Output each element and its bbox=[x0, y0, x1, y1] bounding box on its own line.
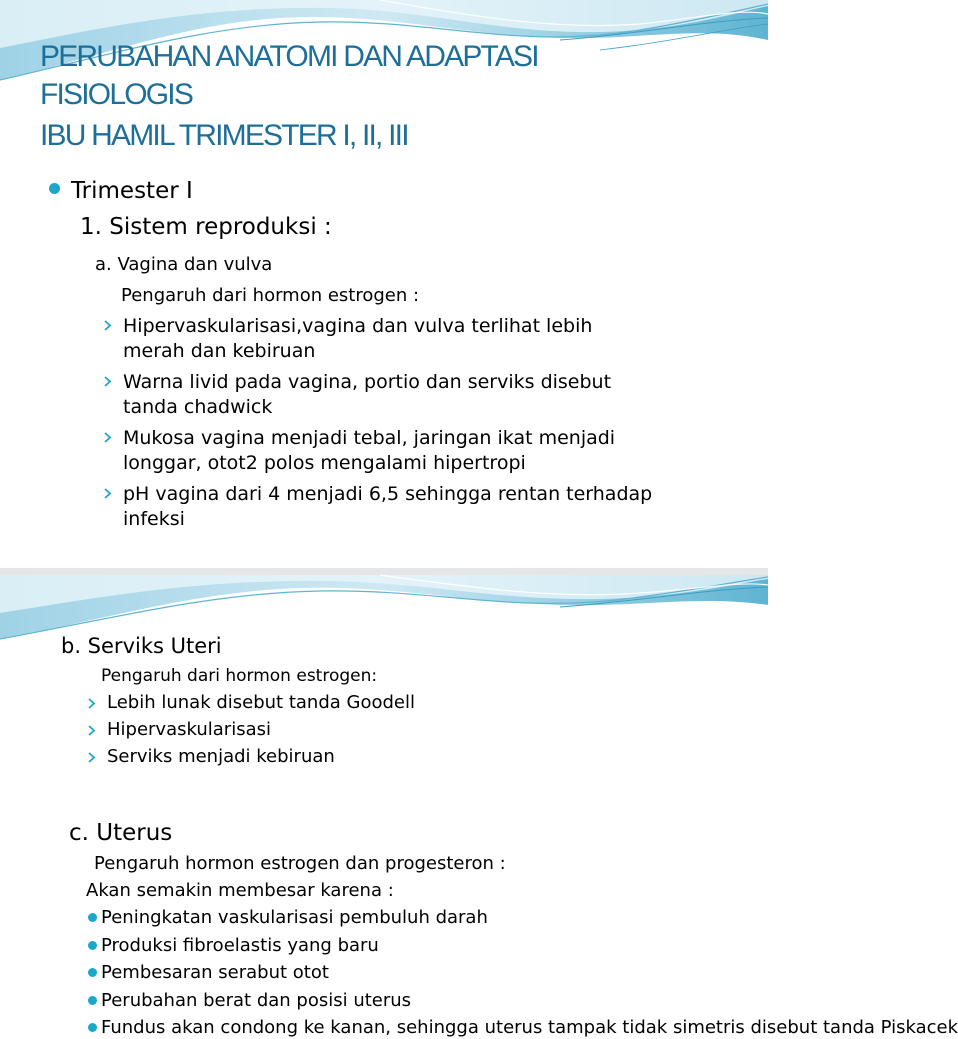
trimester-heading: Trimester I bbox=[71, 178, 193, 204]
list-item-text: Lebih lunak disebut tanda Goodell bbox=[107, 692, 415, 713]
chevron-right-icon bbox=[104, 320, 112, 331]
list-item-text: Hipervaskularisasi bbox=[107, 719, 271, 740]
hormone-influence-text: Pengaruh dari hormon estrogen: bbox=[101, 666, 378, 686]
list-item-text: Fundus akan condong ke kanan, sehingga uterus tampak tidak simetris disebut tanda Piskacek bbox=[101, 1017, 958, 1038]
list-item-text: Pembesaran serabut otot bbox=[101, 962, 329, 983]
subsection-a-heading: a. Vagina dan vulva bbox=[95, 254, 273, 275]
bullet-dot-icon bbox=[88, 913, 97, 922]
bullet-dot-icon bbox=[88, 996, 97, 1005]
list-item-text: Perubahan berat dan posisi uterus bbox=[101, 990, 412, 1011]
list-item-text: Produksi fibroelastis yang baru bbox=[101, 935, 379, 956]
slide-1 bbox=[0, 0, 768, 568]
chevron-right-icon bbox=[88, 752, 96, 763]
list-item-line-1: Hipervaskularisasi,vagina dan vulva terlihat lebih bbox=[123, 315, 593, 337]
bullet-dot-icon bbox=[88, 941, 97, 950]
growth-reason-text: Akan semakin membesar karena : bbox=[86, 880, 394, 901]
bullet-dot-icon bbox=[88, 968, 97, 977]
hormone-influence-text: Pengaruh dari hormon estrogen : bbox=[121, 285, 420, 306]
list-item-line-1: Warna livid pada vagina, portio dan serviks disebut bbox=[123, 371, 612, 393]
list-item-line-2: infeksi bbox=[123, 508, 185, 530]
list-item-line-2: tanda chadwick bbox=[123, 396, 273, 418]
chevron-right-icon bbox=[88, 725, 96, 736]
slide-title-line-3: IBU HAMIL TRIMESTER I, II, III bbox=[40, 119, 408, 152]
chevron-right-icon bbox=[88, 698, 96, 709]
list-item-text: Serviks menjadi kebiruan bbox=[107, 746, 335, 767]
slide-separator bbox=[0, 568, 768, 575]
list-item-text: Peningkatan vaskularisasi pembuluh darah bbox=[101, 907, 488, 928]
list-item-line-2: longgar, otot2 polos mengalami hipertropi bbox=[123, 452, 526, 474]
subsection-c-heading: c. Uterus bbox=[69, 820, 173, 846]
system-heading: 1. Sistem reproduksi : bbox=[80, 214, 332, 240]
list-item-line-1: pH vagina dari 4 menjadi 6,5 sehingga rentan terhadap bbox=[123, 483, 653, 505]
slide-2 bbox=[0, 575, 958, 1038]
chevron-right-icon bbox=[104, 432, 112, 443]
subsection-b-heading: b. Serviks Uteri bbox=[61, 634, 222, 658]
bullet-dot-icon bbox=[49, 183, 60, 194]
slide-title-line-2: FISIOLOGIS bbox=[40, 78, 193, 111]
chevron-right-icon bbox=[104, 488, 112, 499]
chevron-right-icon bbox=[104, 376, 112, 387]
slide-title-line-1: PERUBAHAN ANATOMI DAN ADAPTASI bbox=[40, 40, 538, 73]
hormone-influence-text: Pengaruh hormon estrogen dan progesteron : bbox=[94, 853, 506, 874]
list-item-line-2: merah dan kebiruan bbox=[123, 340, 316, 362]
list-item-line-1: Mukosa vagina menjadi tebal, jaringan ikat menjadi bbox=[123, 427, 616, 449]
bullet-dot-icon bbox=[88, 1023, 97, 1032]
